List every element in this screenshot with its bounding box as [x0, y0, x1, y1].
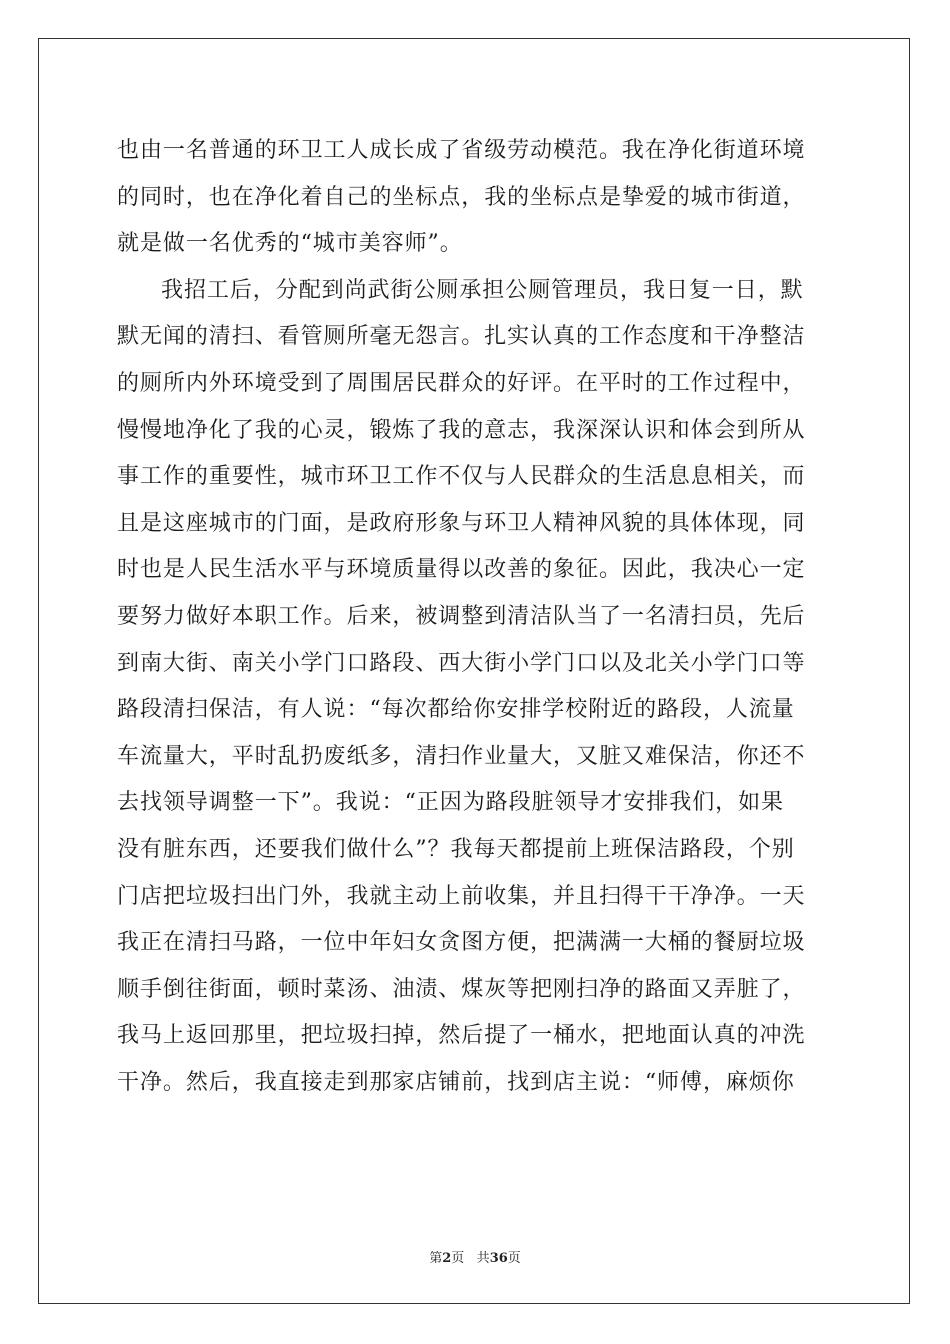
text-line: 慢慢地净化了我的心灵，锻炼了我的意志，我深深认识和体会到所从: [117, 417, 806, 443]
text-line: 的同时，也在净化着自己的坐标点，我的坐标点是挚爱的城市街道，: [117, 184, 806, 210]
body-text: [117, 128, 837, 1106]
text-line: 车流量大，平时乱扔废纸多，清扫作业量大，又脏又难保洁，你还不: [117, 743, 806, 769]
text-line: 要努力做好本职工作。后来，被调整到清洁队当了一名清扫员，先后: [117, 603, 806, 629]
text-line: 我招工后，分配到尚武街公厕承担公厕管理员，我日复一日，默: [161, 277, 804, 303]
text-line: 没有脏东西，还要我们做什么”？我每天都提前上班保洁路段，个别: [117, 836, 795, 862]
page-footer: [0, 1247, 950, 1266]
text-line: 门店把垃圾扫出门外，我就主动上前收集，并且扫得干干净净。一天: [117, 883, 806, 909]
text-line: 事工作的重要性，城市环卫工作不仅与人民群众的生活息息相关，而: [117, 464, 806, 490]
text-line: 路段清扫保洁，有人说：“每次都给你安排学校附近的路段，人流量: [117, 697, 795, 723]
text-line: 顺手倒往街面，顿时菜汤、油渍、煤灰等把刚扫净的路面又弄脏了，: [117, 976, 806, 1002]
total-prefix: 共: [476, 1251, 490, 1266]
text-line: 且是这座城市的门面，是政府形象与环卫人精神风貌的具体体现，同: [117, 510, 806, 536]
text-line: 干净。然后，我直接走到那家店铺前，找到店主说：“师傅，麻烦你: [117, 1069, 795, 1095]
page-suffix: 页: [451, 1251, 465, 1266]
total-pages: 36: [489, 1251, 508, 1266]
page-number: 2: [442, 1251, 452, 1266]
text-line: 我正在清扫马路，一位中年妇女贪图方便，把满满一大桶的餐厨垃圾: [117, 930, 806, 956]
text-line: 也由一名普通的环卫工人成长成了省级劳动模范。我在净化街道环境: [117, 138, 806, 163]
text-line: 我马上返回那里，把垃圾扫掉，然后提了一桶水，把地面认真的冲洗: [117, 1023, 806, 1049]
text-line: 的厕所内外环境受到了周围居民群众的好评。在平时的工作过程中，: [117, 370, 806, 396]
text-line: 就是做一名优秀的“城市美容师”。: [117, 231, 463, 257]
text-line: 到南大街、南关小学门口路段、西大街小学门口以及北关小学门口等: [117, 650, 806, 676]
text-line: 默无闻的清扫、看管厕所毫无怨言。扎实认真的工作态度和干净整洁: [117, 324, 806, 350]
text-line: 去找领导调整一下”。我说：“正因为路段脏领导才安排我们，如果: [117, 790, 784, 816]
total-suffix: 页: [507, 1251, 521, 1266]
page-prefix: 第: [429, 1251, 443, 1266]
text-line: 时也是人民生活水平与环境质量得以改善的象征。因此，我决心一定: [117, 557, 806, 583]
